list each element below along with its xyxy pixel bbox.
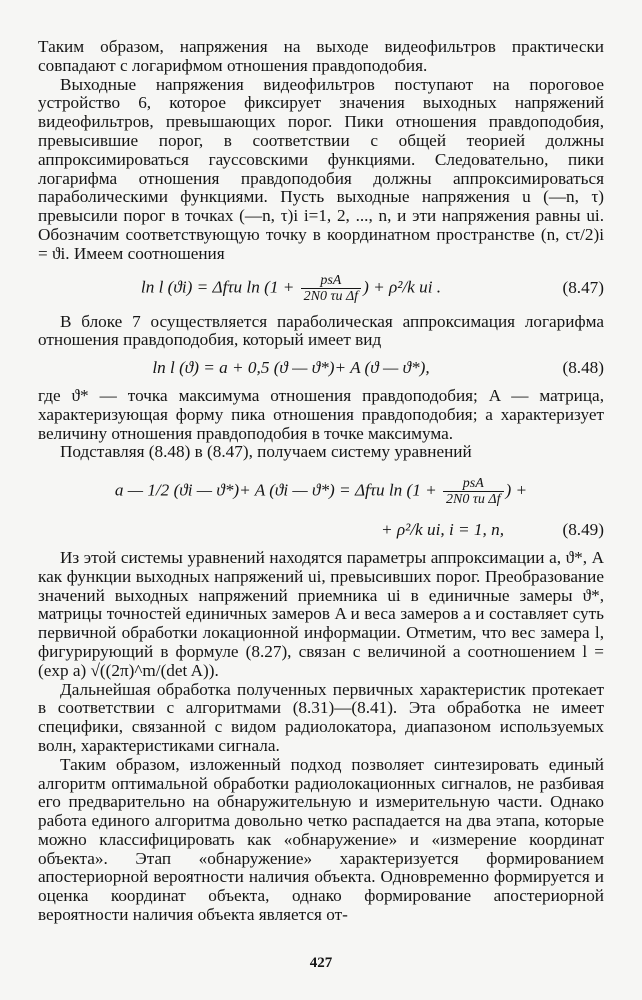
equation-number-8-48: (8.48) <box>562 358 604 378</box>
eq847-fraction <box>301 273 361 304</box>
paragraph-7: Дальнейшая обработка полученных первичных характеристик протекает в соответствии с алгоритмами (8.31)—(8.41). Эта обработка не имеет специфики, связанной с видом радиолокатора, диапазоном используемых волн, характеристиками сигнала. <box>38 679 604 755</box>
paragraph-2: Выходные напряжения видеофильтров поступают на пороговое устройство 6, которое фиксирует значения выходных напряжений видеофильтров, превышающих порог. Пики отношения правдоподобия, превысившие порог, в соответствии с общей теорией должны аппроксимироваться гауссовскими функциями. Следовательно, пики логарифма отношения правдоподобия должны аппроксимироваться параболическими функциями. Пусть выходные напряжения u (—n, τ) превысили порог в точках (—n, τ)i i=1, 2, ..., n, и эти напряжения равны ui. Обозначим соответствующую точку в координатном пространстве (n, cτ/2)i = ϑi. Имеем соотношения <box>38 74 604 263</box>
paragraph-8: Таким образом, изложенный подход позволяет синтезировать единый алгоритм оптимальной обработки радиолокационных сигналов, не разбивая его предварительно на обнаружительную и измерительную части. Однако работа единого алгоритма довольно четко распадается на два этапа, которые можно классифицировать как «обнаружение» и «измерение координат объекта». Этап «обнаружение» характеризуется формированием апостериорной вероятности наличия объекта. Одновременно формируется и оценка координат объекта, однако формирование апостериорной вероятности наличия объекта является от- <box>38 754 604 925</box>
page-number: 427 <box>309 955 333 971</box>
equation-8-48 <box>38 359 604 378</box>
eq849-continuation: + ρ²/k ui, i = 1, n, <box>380 520 504 540</box>
paragraph-6: Из этой системы уравнений находятся параметры аппроксимации a, ϑ*, A как функции выходных напряжений ui, превысивших порог. Преобразование значений выходных напряжений приемника ui в единичные замеры ϑ*, матрицы точностей единичных замеров A и веса замеров a и составляет суть первичной обработки локационной информации. Отметим, что вес замера l, фигурирующий в формуле (8.27), связан с величиной a соотношением l = (exp a) √((2π)^m/(det A)). <box>38 547 604 680</box>
equation-8-47: ln l (ϑi) = Δfτи ln (1 + $\frac{\text{psA}}{\text{2N0 τи Δf}}$ ) + ρ²/k ui . (8.47) <box>140 272 604 304</box>
paragraph-3: В блоке 7 осуществляется параболическая аппроксимация логарифма отношения правдоподобия, который имеет вид <box>38 311 604 350</box>
eq849-fraction <box>443 476 503 507</box>
equation-number-8-47: (8.47) <box>562 277 604 297</box>
equation-8-49-line1: a — 1/2 (ϑi — ϑ*)+ A (ϑi — ϑ*) = Δfτи ln (1 + $\frac{\text{psA}}{\text{2N0 τи Δf}}$ ) + <box>114 476 528 508</box>
paragraph-5: Подставляя (8.48) в (8.47), получаем систему уравнений <box>60 442 472 462</box>
eq847-lhs: ln l (ϑi) = Δfτи ln <box>140 277 260 297</box>
equation-8-49-line2 <box>38 521 604 540</box>
eq848-text: ln l (ϑ) = a + 0,5 (ϑ — ϑ*)+ A (ϑ — ϑ*), <box>152 358 430 378</box>
eq849-lhs: a — 1/2 (ϑi — ϑ*)+ A (ϑi — ϑ*) = Δfτи ln <box>114 480 403 500</box>
eq847-rhs: + ρ²/k ui . <box>373 277 442 297</box>
eq849-numerator: psA <box>443 476 503 492</box>
paragraph-4: где ϑ* — точка максимума отношения правдоподобия; A — матрица, характеризующая форму пика отношения правдоподобия; a характеризует величину отношения правдоподобия в точке максимума. <box>38 385 604 443</box>
eq849-denominator: 2N0 τи Δf <box>446 492 501 508</box>
paragraph-1: Таким образом, напряжения на выходе видеофильтров практически совпадают с логарифмом отношения правдоподобия. <box>38 37 604 75</box>
equation-number-8-49: (8.49) <box>562 520 604 540</box>
eq847-denominator: 2N0 τи Δf <box>303 288 359 304</box>
eq847-numerator: psA <box>301 273 361 289</box>
document-page <box>38 38 604 925</box>
